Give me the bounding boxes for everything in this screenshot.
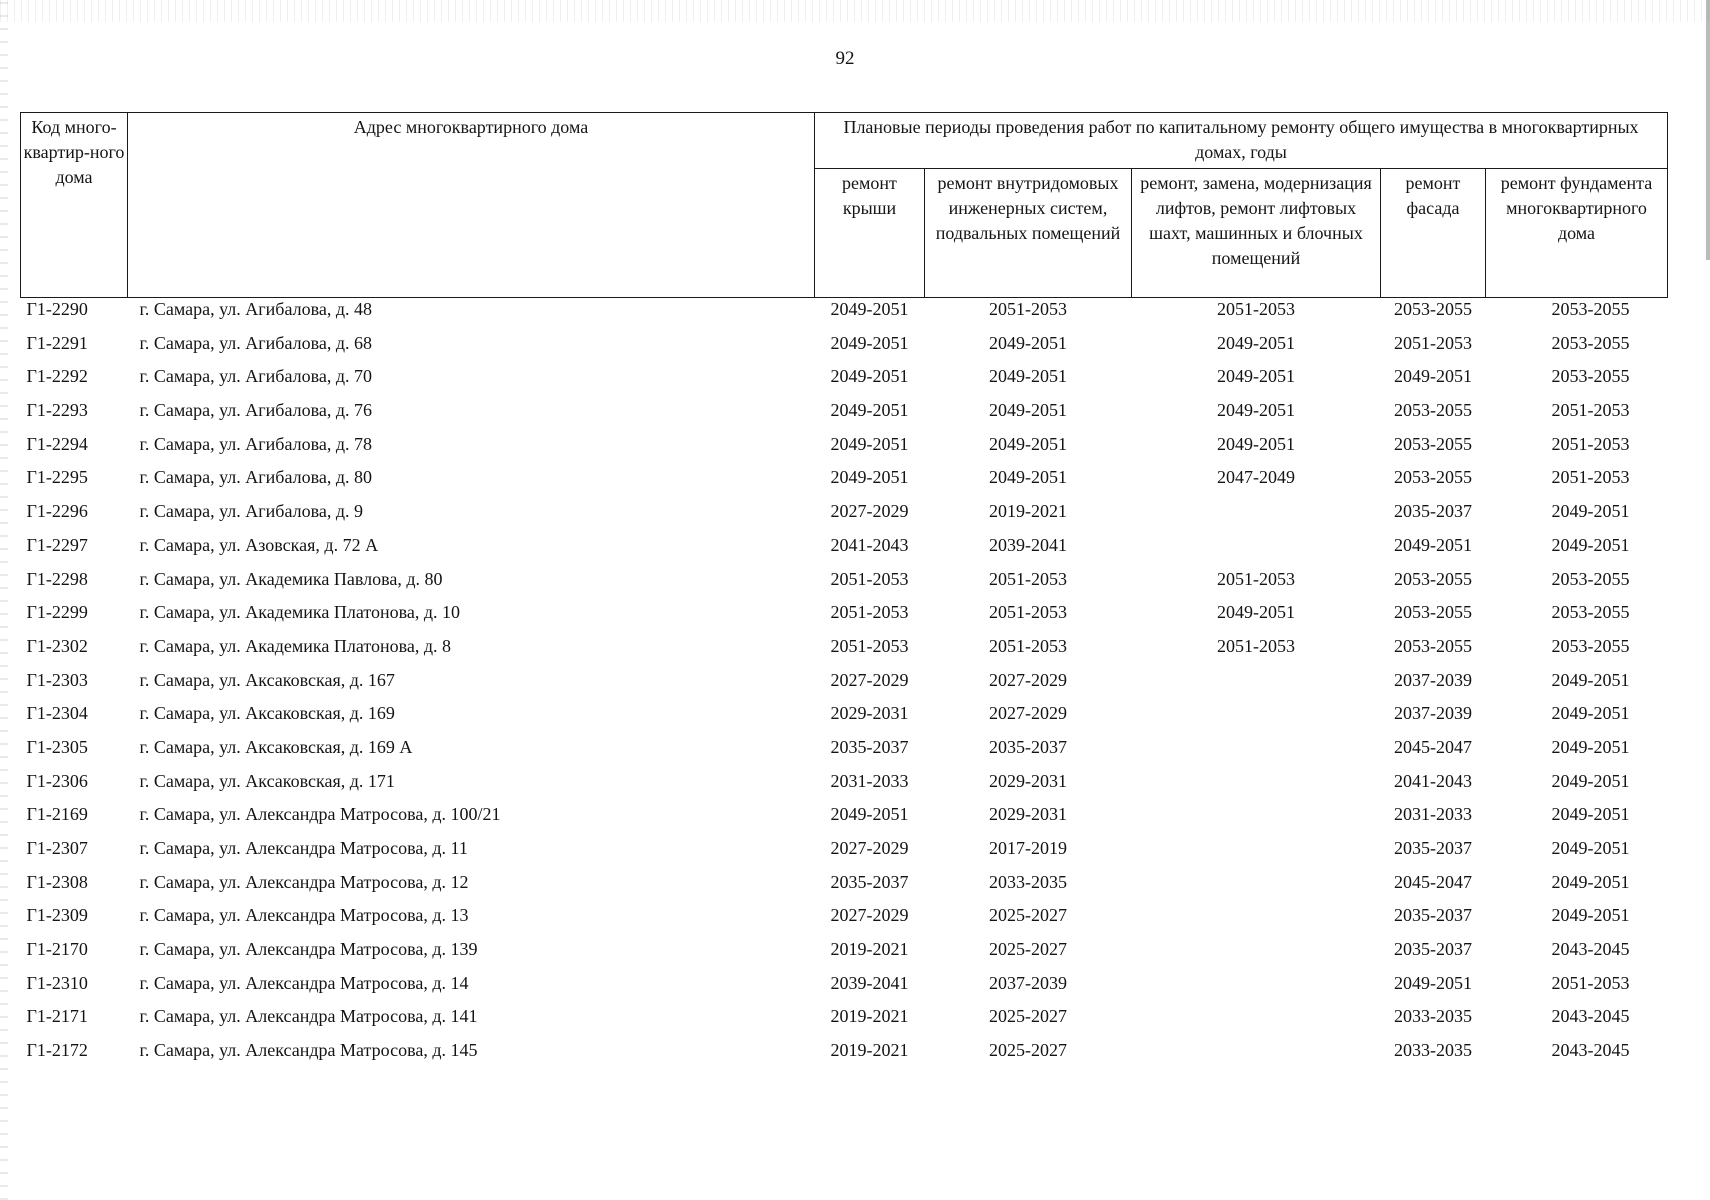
cell-address: г. Самара, ул. Аксаковская, д. 171 [139,770,395,791]
cell-facade: 2053-2055 [1394,568,1472,589]
cell-address: г. Самара, ул. Агибалова, д. 80 [139,467,372,488]
cell-elevators [1132,904,1381,938]
cell-roof: 2027-2029 [830,905,909,926]
cell-facade: 2053-2055 [1394,602,1472,623]
cell-code: Г1-2307 [26,838,88,858]
cell-elevators [1132,803,1381,837]
cell-address: г. Самара, ул. Александра Матросова, д. 14 [139,972,469,993]
table-row [21,803,1668,837]
cell-code: Г1-2171 [26,1006,88,1027]
cell-address: г. Самара, ул. Агибалова, д. 78 [139,433,372,454]
cell-elevators: 2051-2053 [1217,299,1295,319]
table-row [21,770,1668,804]
cell-foundation: 2053-2055 [1551,332,1630,353]
cell-roof: 2035-2037 [830,871,909,892]
cell-address: г. Самара, ул. Агибалова, д. 48 [139,299,372,319]
cell-elevators: 2049-2051 [1217,602,1295,623]
table-row [21,736,1668,770]
cell-elevators [1132,871,1381,905]
cell-address: г. Самара, ул. Агибалова, д. 76 [139,400,372,421]
cell-address: г. Самара, ул. Александра Матросова, д. 13 [139,905,469,926]
cell-foundation: 2049-2051 [1551,534,1630,555]
cell-facade: 2053-2055 [1394,433,1472,454]
cell-engineering: 2049-2051 [989,467,1067,488]
cell-roof: 2029-2031 [830,703,909,724]
cell-code: Г1-2306 [26,770,88,791]
cell-elevators [1132,534,1381,568]
header-periods-group: Плановые периоды проведения работ по капитальному ремонту общего имущества в многоквартирных домах, годы [815,113,1668,169]
cell-foundation: 2049-2051 [1551,703,1630,724]
cell-foundation: 2049-2051 [1551,669,1630,690]
cell-roof: 2051-2053 [830,635,909,656]
cell-engineering: 2019-2021 [989,501,1067,522]
cell-code: Г1-2308 [26,871,88,892]
cell-elevators [1132,500,1381,534]
cell-elevators [1132,770,1381,804]
table-row [21,500,1668,534]
cell-roof: 2019-2021 [830,1006,909,1027]
cell-foundation: 2043-2045 [1551,1006,1630,1027]
table-row [21,972,1668,1006]
cell-code: Г1-2303 [26,669,88,690]
cell-elevators [1132,837,1381,871]
table-row [21,837,1668,871]
cell-facade: 2033-2035 [1394,1040,1472,1061]
cell-code: Г1-2290 [26,299,88,319]
table-row [21,298,1668,332]
table-row [21,904,1668,938]
cell-facade: 2045-2047 [1394,736,1472,757]
cell-foundation: 2051-2053 [1551,400,1630,421]
cell-foundation: 2053-2055 [1551,366,1630,387]
cell-facade: 2033-2035 [1394,1006,1472,1027]
cell-facade: 2051-2053 [1394,332,1472,353]
cell-roof: 2039-2041 [830,972,909,993]
table-row [21,332,1668,366]
table-row [21,601,1668,635]
cell-foundation: 2049-2051 [1551,501,1630,522]
cell-roof: 2049-2051 [830,332,909,353]
table-row [21,871,1668,905]
cell-engineering: 2027-2029 [989,703,1067,724]
cell-engineering: 2049-2051 [989,332,1067,353]
cell-elevators [1132,1039,1381,1073]
cell-elevators: 2047-2049 [1217,467,1295,488]
cell-facade: 2053-2055 [1394,467,1472,488]
cell-roof: 2049-2051 [830,467,909,488]
cell-foundation: 2051-2053 [1551,467,1630,488]
table-row [21,466,1668,500]
cell-foundation: 2049-2051 [1551,770,1630,791]
cell-roof: 2051-2053 [830,568,909,589]
cell-facade: 2035-2037 [1394,501,1472,522]
cell-address: г. Самара, ул. Александра Матросова, д. 145 [139,1040,478,1061]
cell-engineering: 2039-2041 [989,534,1067,555]
cell-roof: 2027-2029 [830,838,909,858]
cell-elevators: 2051-2053 [1217,635,1295,656]
cell-facade: 2053-2055 [1394,400,1472,421]
cell-code: Г1-2292 [26,366,88,387]
cell-code: Г1-2299 [26,602,88,623]
cell-code: Г1-2309 [26,905,88,926]
cell-facade: 2049-2051 [1394,366,1472,387]
cell-elevators [1132,736,1381,770]
cell-code: Г1-2297 [26,534,88,555]
header-facade: ремонт фасада [1381,169,1486,298]
cell-roof: 2027-2029 [830,669,909,690]
cell-code: Г1-2291 [26,332,88,353]
cell-address: г. Самара, ул. Александра Матросова, д. 139 [139,939,478,960]
cell-address: г. Самара, ул. Александра Матросова, д. 12 [139,871,469,892]
cell-engineering: 2025-2027 [989,905,1067,926]
cell-foundation: 2049-2051 [1551,905,1630,926]
cell-code: Г1-2294 [26,433,88,454]
cell-engineering: 2029-2031 [989,804,1067,825]
cell-engineering: 2025-2027 [989,939,1067,960]
table-header [21,113,1668,298]
table-row [21,669,1668,703]
cell-elevators [1132,1005,1381,1039]
cell-engineering: 2049-2051 [989,366,1067,387]
cell-facade: 2049-2051 [1394,972,1472,993]
table-row [21,534,1668,568]
cell-foundation: 2053-2055 [1551,635,1630,656]
cell-address: г. Самара, ул. Академика Платонова, д. 8 [139,635,452,656]
cell-engineering: 2025-2027 [989,1006,1067,1027]
cell-engineering: 2051-2053 [989,568,1067,589]
cell-address: г. Самара, ул. Академика Платонова, д. 10 [139,602,461,623]
cell-engineering: 2035-2037 [989,736,1067,757]
table-row [21,938,1668,972]
table-row [21,433,1668,467]
cell-code: Г1-2302 [26,635,88,656]
cell-code: Г1-2170 [26,939,88,960]
cell-roof: 2041-2043 [830,534,909,555]
cell-roof: 2035-2037 [830,736,909,757]
cell-roof: 2049-2051 [830,366,909,387]
cell-foundation: 2043-2045 [1551,939,1630,960]
cell-engineering: 2017-2019 [989,838,1067,858]
header-roof: ремонт крыши [815,169,925,298]
cell-elevators: 2049-2051 [1217,332,1295,353]
header-code: Код много-квартир-ного дома [21,113,128,298]
cell-roof: 2049-2051 [830,433,909,454]
cell-foundation: 2049-2051 [1551,736,1630,757]
cell-engineering: 2037-2039 [989,972,1067,993]
cell-code: Г1-2304 [26,703,88,724]
cell-foundation: 2049-2051 [1551,838,1630,858]
cell-engineering: 2051-2053 [989,602,1067,623]
cell-facade: 2045-2047 [1394,871,1472,892]
cell-roof: 2019-2021 [830,1040,909,1061]
cell-facade: 2053-2055 [1394,299,1472,319]
cell-foundation: 2049-2051 [1551,804,1630,825]
cell-code: Г1-2293 [26,400,88,421]
cell-facade: 2035-2037 [1394,838,1472,858]
cell-code: Г1-2295 [26,467,88,488]
cell-facade: 2041-2043 [1394,770,1472,791]
cell-address: г. Самара, ул. Агибалова, д. 70 [139,366,372,387]
cell-address: г. Самара, ул. Александра Матросова, д. 141 [139,1006,478,1027]
cell-engineering: 2025-2027 [989,1040,1067,1061]
table-row [21,1039,1668,1073]
cell-elevators: 2049-2051 [1217,433,1295,454]
table-row [21,702,1668,736]
cell-facade: 2035-2037 [1394,939,1472,960]
cell-address: г. Самара, ул. Аксаковская, д. 169 [139,703,395,724]
cell-elevators: 2049-2051 [1217,400,1295,421]
cell-foundation: 2043-2045 [1551,1040,1630,1061]
cell-code: Г1-2172 [26,1040,88,1061]
header-engineering: ремонт внутридомовых инженерных систем, подвальных помещений [925,169,1132,298]
cell-code: Г1-2296 [26,501,88,522]
cell-code: Г1-2310 [26,972,88,993]
cell-roof: 2049-2051 [830,299,909,319]
table-body [21,298,1668,1073]
cell-code: Г1-2298 [26,568,88,589]
cell-address: г. Самара, ул. Аксаковская, д. 167 [139,669,395,690]
cell-facade: 2053-2055 [1394,635,1472,656]
cell-foundation: 2051-2053 [1551,972,1630,993]
cell-facade: 2037-2039 [1394,669,1472,690]
cell-facade: 2049-2051 [1394,534,1472,555]
cell-engineering: 2029-2031 [989,770,1067,791]
cell-address: г. Самара, ул. Агибалова, д. 9 [139,501,363,522]
scan-noise-left [0,0,8,1200]
cell-foundation: 2053-2055 [1551,602,1630,623]
cell-facade: 2035-2037 [1394,905,1472,926]
cell-code: Г1-2169 [26,804,88,825]
cell-code: Г1-2305 [26,736,88,757]
capital-repair-plan-table [20,112,1668,1073]
cell-elevators [1132,938,1381,972]
cell-foundation: 2053-2055 [1551,568,1630,589]
scan-noise-top [0,0,1710,22]
cell-facade: 2037-2039 [1394,703,1472,724]
cell-engineering: 2051-2053 [989,635,1067,656]
cell-elevators [1132,702,1381,736]
cell-roof: 2031-2033 [830,770,909,791]
table-row [21,399,1668,433]
cell-foundation: 2049-2051 [1551,871,1630,892]
cell-address: г. Самара, ул. Аксаковская, д. 169 А [139,736,413,757]
cell-engineering: 2027-2029 [989,669,1067,690]
header-elevators: ремонт, замена, модернизация лифтов, ремонт лифтовых шахт, машинных и блочных помещений [1132,169,1381,298]
cell-elevators: 2051-2053 [1217,568,1295,589]
cell-engineering: 2049-2051 [989,400,1067,421]
cell-roof: 2019-2021 [830,939,909,960]
cell-elevators [1132,669,1381,703]
cell-roof: 2049-2051 [830,804,909,825]
cell-roof: 2027-2029 [830,501,909,522]
header-foundation: ремонт фундамента многоквартирного дома [1486,169,1668,298]
cell-address: г. Самара, ул. Агибалова, д. 68 [139,332,372,353]
cell-address: г. Самара, ул. Александра Матросова, д. 100/21 [139,804,501,825]
cell-address: г. Самара, ул. Александра Матросова, д. 11 [139,838,468,858]
cell-address: г. Самара, ул. Академика Павлова, д. 80 [139,568,443,589]
table-row [21,635,1668,669]
cell-roof: 2049-2051 [830,400,909,421]
cell-foundation: 2053-2055 [1551,299,1630,319]
cell-engineering: 2049-2051 [989,433,1067,454]
page-number: 92 [835,48,855,69]
header-address: Адрес многоквартирного дома [128,113,815,298]
cell-facade: 2031-2033 [1394,804,1472,825]
cell-address: г. Самара, ул. Азовская, д. 72 А [139,534,379,555]
cell-elevators: 2049-2051 [1217,366,1295,387]
table-row [21,365,1668,399]
cell-roof: 2051-2053 [830,602,909,623]
cell-elevators [1132,972,1381,1006]
cell-foundation: 2051-2053 [1551,433,1630,454]
table-row [21,1005,1668,1039]
cell-engineering: 2051-2053 [989,299,1067,319]
cell-engineering: 2033-2035 [989,871,1067,892]
table-row [21,568,1668,602]
scan-noise-right [1706,0,1710,260]
